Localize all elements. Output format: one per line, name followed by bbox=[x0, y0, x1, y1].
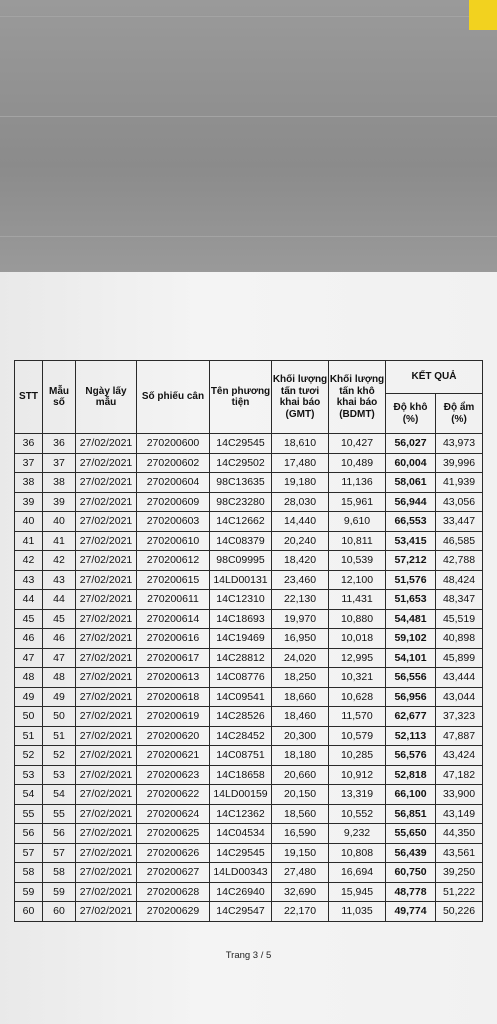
cell-do-am: 43,149 bbox=[436, 804, 483, 824]
cell-ngay: 27/02/2021 bbox=[76, 882, 137, 902]
header-mau-so: Mẫu số bbox=[43, 361, 76, 434]
cell-kl-kho: 10,808 bbox=[329, 843, 386, 863]
cell-so-phieu: 270200622 bbox=[137, 785, 210, 805]
cell-do-kho: 52,113 bbox=[386, 726, 436, 746]
cell-so-phieu: 270200617 bbox=[137, 648, 210, 668]
cell-do-kho: 60,750 bbox=[386, 863, 436, 883]
cell-kl-tuoi: 32,690 bbox=[272, 882, 329, 902]
results-table bbox=[14, 360, 483, 922]
header-khoi-luong-tuoi: Khối lượng tấn tươi khai báo (GMT) bbox=[272, 361, 329, 434]
cell-ten-phuong-tien: 14C28452 bbox=[210, 726, 272, 746]
cell-do-kho: 58,061 bbox=[386, 473, 436, 493]
cell-ten-phuong-tien: 14LD00159 bbox=[210, 785, 272, 805]
cell-stt: 58 bbox=[15, 863, 43, 883]
cell-so-phieu: 270200621 bbox=[137, 746, 210, 766]
cell-so-phieu: 270200629 bbox=[137, 902, 210, 922]
cell-kl-kho: 10,489 bbox=[329, 453, 386, 473]
cell-kl-tuoi: 23,460 bbox=[272, 570, 329, 590]
cell-so-phieu: 270200604 bbox=[137, 473, 210, 493]
cell-mau-so: 53 bbox=[43, 765, 76, 785]
cell-so-phieu: 270200615 bbox=[137, 570, 210, 590]
table-row bbox=[15, 551, 483, 571]
cell-do-am: 41,939 bbox=[436, 473, 483, 493]
cell-mau-so: 51 bbox=[43, 726, 76, 746]
table-row bbox=[15, 648, 483, 668]
cell-mau-so: 39 bbox=[43, 492, 76, 512]
table-row bbox=[15, 570, 483, 590]
cell-stt: 57 bbox=[15, 843, 43, 863]
cell-do-kho: 56,576 bbox=[386, 746, 436, 766]
cell-do-am: 43,561 bbox=[436, 843, 483, 863]
cell-do-am: 43,424 bbox=[436, 746, 483, 766]
cell-kl-tuoi: 18,560 bbox=[272, 804, 329, 824]
cell-stt: 51 bbox=[15, 726, 43, 746]
cell-do-am: 45,899 bbox=[436, 648, 483, 668]
cell-ten-phuong-tien: 14C08776 bbox=[210, 668, 272, 688]
cell-ten-phuong-tien: 98C09995 bbox=[210, 551, 272, 571]
cell-ten-phuong-tien: 14C28526 bbox=[210, 707, 272, 727]
cell-do-am: 44,350 bbox=[436, 824, 483, 844]
cell-stt: 46 bbox=[15, 629, 43, 649]
cell-kl-tuoi: 14,440 bbox=[272, 512, 329, 532]
cell-mau-so: 49 bbox=[43, 687, 76, 707]
cell-mau-so: 41 bbox=[43, 531, 76, 551]
cell-kl-tuoi: 18,460 bbox=[272, 707, 329, 727]
cell-do-kho: 48,778 bbox=[386, 882, 436, 902]
cell-stt: 60 bbox=[15, 902, 43, 922]
cell-so-phieu: 270200625 bbox=[137, 824, 210, 844]
cell-ngay: 27/02/2021 bbox=[76, 648, 137, 668]
cell-do-kho: 56,556 bbox=[386, 668, 436, 688]
cell-do-kho: 57,212 bbox=[386, 551, 436, 571]
cell-mau-so: 55 bbox=[43, 804, 76, 824]
cell-do-am: 47,887 bbox=[436, 726, 483, 746]
cell-kl-kho: 11,136 bbox=[329, 473, 386, 493]
cell-kl-kho: 10,628 bbox=[329, 687, 386, 707]
cell-ten-phuong-tien: 14C04534 bbox=[210, 824, 272, 844]
cell-stt: 49 bbox=[15, 687, 43, 707]
cell-kl-kho: 12,100 bbox=[329, 570, 386, 590]
cell-so-phieu: 270200603 bbox=[137, 512, 210, 532]
cell-stt: 36 bbox=[15, 434, 43, 454]
cell-stt: 56 bbox=[15, 824, 43, 844]
cell-mau-so: 44 bbox=[43, 590, 76, 610]
cell-so-phieu: 270200602 bbox=[137, 453, 210, 473]
cell-kl-kho: 10,880 bbox=[329, 609, 386, 629]
header-stt: STT bbox=[15, 361, 43, 434]
cell-do-am: 47,182 bbox=[436, 765, 483, 785]
cell-mau-so: 37 bbox=[43, 453, 76, 473]
cell-kl-kho: 12,995 bbox=[329, 648, 386, 668]
cell-mau-so: 38 bbox=[43, 473, 76, 493]
cell-ten-phuong-tien: 14LD00131 bbox=[210, 570, 272, 590]
cell-ten-phuong-tien: 14C12310 bbox=[210, 590, 272, 610]
cell-ten-phuong-tien: 14C26940 bbox=[210, 882, 272, 902]
table-row bbox=[15, 843, 483, 863]
cell-do-am: 46,585 bbox=[436, 531, 483, 551]
cell-stt: 39 bbox=[15, 492, 43, 512]
table-row bbox=[15, 765, 483, 785]
cell-stt: 45 bbox=[15, 609, 43, 629]
cell-do-am: 43,056 bbox=[436, 492, 483, 512]
cell-ngay: 27/02/2021 bbox=[76, 824, 137, 844]
cell-ten-phuong-tien: 14C08751 bbox=[210, 746, 272, 766]
cell-ngay: 27/02/2021 bbox=[76, 668, 137, 688]
cell-so-phieu: 270200610 bbox=[137, 531, 210, 551]
table-row bbox=[15, 824, 483, 844]
cell-kl-tuoi: 18,660 bbox=[272, 687, 329, 707]
cell-do-kho: 66,553 bbox=[386, 512, 436, 532]
table-row bbox=[15, 863, 483, 883]
cell-do-am: 43,444 bbox=[436, 668, 483, 688]
cell-ten-phuong-tien: 14C18658 bbox=[210, 765, 272, 785]
cell-mau-so: 57 bbox=[43, 843, 76, 863]
cell-do-kho: 56,851 bbox=[386, 804, 436, 824]
table-row bbox=[15, 882, 483, 902]
cell-kl-kho: 10,427 bbox=[329, 434, 386, 454]
cell-ngay: 27/02/2021 bbox=[76, 785, 137, 805]
cell-ngay: 27/02/2021 bbox=[76, 473, 137, 493]
cell-ngay: 27/02/2021 bbox=[76, 453, 137, 473]
cell-ten-phuong-tien: 14C29502 bbox=[210, 453, 272, 473]
cell-ngay: 27/02/2021 bbox=[76, 570, 137, 590]
cell-kl-kho: 15,945 bbox=[329, 882, 386, 902]
header-ten-phuong-tien: Tên phương tiện bbox=[210, 361, 272, 434]
cell-ten-phuong-tien: 98C23280 bbox=[210, 492, 272, 512]
yellow-object bbox=[469, 0, 497, 30]
cell-ten-phuong-tien: 14C18693 bbox=[210, 609, 272, 629]
cell-do-kho: 56,944 bbox=[386, 492, 436, 512]
cell-kl-kho: 10,811 bbox=[329, 531, 386, 551]
cell-mau-so: 60 bbox=[43, 902, 76, 922]
cell-kl-tuoi: 18,610 bbox=[272, 434, 329, 454]
cell-stt: 44 bbox=[15, 590, 43, 610]
cell-kl-tuoi: 18,420 bbox=[272, 551, 329, 571]
cell-ngay: 27/02/2021 bbox=[76, 726, 137, 746]
cell-kl-tuoi: 20,150 bbox=[272, 785, 329, 805]
cell-ngay: 27/02/2021 bbox=[76, 707, 137, 727]
cell-do-kho: 54,481 bbox=[386, 609, 436, 629]
cell-ten-phuong-tien: 14C12362 bbox=[210, 804, 272, 824]
cell-so-phieu: 270200623 bbox=[137, 765, 210, 785]
cell-kl-kho: 10,552 bbox=[329, 804, 386, 824]
cell-kl-tuoi: 24,020 bbox=[272, 648, 329, 668]
cell-do-kho: 51,576 bbox=[386, 570, 436, 590]
cell-ten-phuong-tien: 14C29547 bbox=[210, 902, 272, 922]
cell-do-kho: 56,956 bbox=[386, 687, 436, 707]
desk-background bbox=[0, 0, 497, 275]
cell-stt: 55 bbox=[15, 804, 43, 824]
cell-mau-so: 40 bbox=[43, 512, 76, 532]
cell-stt: 40 bbox=[15, 512, 43, 532]
cell-ngay: 27/02/2021 bbox=[76, 746, 137, 766]
cell-do-kho: 59,102 bbox=[386, 629, 436, 649]
cell-kl-tuoi: 27,480 bbox=[272, 863, 329, 883]
cell-so-phieu: 270200620 bbox=[137, 726, 210, 746]
cell-do-am: 51,222 bbox=[436, 882, 483, 902]
cell-do-kho: 62,677 bbox=[386, 707, 436, 727]
cell-ngay: 27/02/2021 bbox=[76, 629, 137, 649]
cell-ten-phuong-tien: 14C09541 bbox=[210, 687, 272, 707]
cell-ngay: 27/02/2021 bbox=[76, 434, 137, 454]
cell-ngay: 27/02/2021 bbox=[76, 687, 137, 707]
table-row bbox=[15, 726, 483, 746]
cell-kl-kho: 10,579 bbox=[329, 726, 386, 746]
cell-ten-phuong-tien: 14C29545 bbox=[210, 434, 272, 454]
cell-ngay: 27/02/2021 bbox=[76, 765, 137, 785]
table-row bbox=[15, 746, 483, 766]
cell-do-am: 33,447 bbox=[436, 512, 483, 532]
cell-kl-kho: 10,285 bbox=[329, 746, 386, 766]
cell-kl-kho: 10,912 bbox=[329, 765, 386, 785]
cell-so-phieu: 270200614 bbox=[137, 609, 210, 629]
header-so-phieu-can: Số phiếu cân bbox=[137, 361, 210, 434]
cell-ten-phuong-tien: 98C13635 bbox=[210, 473, 272, 493]
cell-kl-tuoi: 18,180 bbox=[272, 746, 329, 766]
cell-kl-kho: 10,539 bbox=[329, 551, 386, 571]
desk-seam bbox=[0, 16, 497, 17]
cell-kl-tuoi: 20,240 bbox=[272, 531, 329, 551]
cell-kl-kho: 11,035 bbox=[329, 902, 386, 922]
desk-seam bbox=[0, 236, 497, 237]
cell-ten-phuong-tien: 14LD00343 bbox=[210, 863, 272, 883]
table-row bbox=[15, 629, 483, 649]
cell-do-am: 43,973 bbox=[436, 434, 483, 454]
cell-kl-kho: 15,961 bbox=[329, 492, 386, 512]
cell-do-kho: 56,027 bbox=[386, 434, 436, 454]
cell-do-kho: 53,415 bbox=[386, 531, 436, 551]
cell-mau-so: 48 bbox=[43, 668, 76, 688]
cell-do-am: 42,788 bbox=[436, 551, 483, 571]
table-row bbox=[15, 707, 483, 727]
cell-do-kho: 56,439 bbox=[386, 843, 436, 863]
cell-do-am: 33,900 bbox=[436, 785, 483, 805]
cell-so-phieu: 270200616 bbox=[137, 629, 210, 649]
table-row bbox=[15, 473, 483, 493]
cell-mau-so: 46 bbox=[43, 629, 76, 649]
table-row bbox=[15, 785, 483, 805]
cell-ngay: 27/02/2021 bbox=[76, 843, 137, 863]
table-body bbox=[15, 434, 483, 922]
cell-so-phieu: 270200613 bbox=[137, 668, 210, 688]
cell-do-am: 37,323 bbox=[436, 707, 483, 727]
cell-so-phieu: 270200628 bbox=[137, 882, 210, 902]
cell-kl-tuoi: 16,590 bbox=[272, 824, 329, 844]
cell-kl-tuoi: 20,660 bbox=[272, 765, 329, 785]
cell-stt: 53 bbox=[15, 765, 43, 785]
cell-mau-so: 47 bbox=[43, 648, 76, 668]
cell-kl-tuoi: 19,180 bbox=[272, 473, 329, 493]
table-row bbox=[15, 531, 483, 551]
cell-mau-so: 36 bbox=[43, 434, 76, 454]
table-row bbox=[15, 512, 483, 532]
cell-mau-so: 54 bbox=[43, 785, 76, 805]
cell-do-kho: 52,818 bbox=[386, 765, 436, 785]
cell-so-phieu: 270200627 bbox=[137, 863, 210, 883]
cell-mau-so: 45 bbox=[43, 609, 76, 629]
cell-kl-tuoi: 17,480 bbox=[272, 453, 329, 473]
cell-so-phieu: 270200619 bbox=[137, 707, 210, 727]
table-row bbox=[15, 609, 483, 629]
cell-kl-kho: 11,431 bbox=[329, 590, 386, 610]
cell-mau-so: 52 bbox=[43, 746, 76, 766]
cell-mau-so: 56 bbox=[43, 824, 76, 844]
cell-do-am: 43,044 bbox=[436, 687, 483, 707]
cell-stt: 43 bbox=[15, 570, 43, 590]
header-do-am: Độ ẩm (%) bbox=[436, 394, 483, 434]
cell-stt: 37 bbox=[15, 453, 43, 473]
cell-do-am: 39,996 bbox=[436, 453, 483, 473]
cell-so-phieu: 270200612 bbox=[137, 551, 210, 571]
cell-stt: 47 bbox=[15, 648, 43, 668]
table-row bbox=[15, 590, 483, 610]
cell-ten-phuong-tien: 14C12662 bbox=[210, 512, 272, 532]
table-row bbox=[15, 687, 483, 707]
table-row bbox=[15, 453, 483, 473]
table-row bbox=[15, 902, 483, 922]
cell-kl-tuoi: 19,150 bbox=[272, 843, 329, 863]
cell-stt: 50 bbox=[15, 707, 43, 727]
cell-kl-kho: 13,319 bbox=[329, 785, 386, 805]
cell-kl-kho: 10,018 bbox=[329, 629, 386, 649]
table-row bbox=[15, 668, 483, 688]
cell-so-phieu: 270200600 bbox=[137, 434, 210, 454]
cell-kl-kho: 9,232 bbox=[329, 824, 386, 844]
cell-do-kho: 54,101 bbox=[386, 648, 436, 668]
cell-kl-tuoi: 20,300 bbox=[272, 726, 329, 746]
cell-mau-so: 50 bbox=[43, 707, 76, 727]
cell-do-am: 45,519 bbox=[436, 609, 483, 629]
cell-kl-tuoi: 18,250 bbox=[272, 668, 329, 688]
cell-so-phieu: 270200611 bbox=[137, 590, 210, 610]
cell-stt: 54 bbox=[15, 785, 43, 805]
cell-ngay: 27/02/2021 bbox=[76, 512, 137, 532]
cell-ngay: 27/02/2021 bbox=[76, 902, 137, 922]
cell-ngay: 27/02/2021 bbox=[76, 609, 137, 629]
cell-ten-phuong-tien: 14C08379 bbox=[210, 531, 272, 551]
cell-do-am: 40,898 bbox=[436, 629, 483, 649]
cell-ten-phuong-tien: 14C29545 bbox=[210, 843, 272, 863]
cell-so-phieu: 270200626 bbox=[137, 843, 210, 863]
cell-ngay: 27/02/2021 bbox=[76, 590, 137, 610]
cell-kl-tuoi: 28,030 bbox=[272, 492, 329, 512]
header-do-kho: Độ khô (%) bbox=[386, 394, 436, 434]
cell-stt: 48 bbox=[15, 668, 43, 688]
cell-mau-so: 59 bbox=[43, 882, 76, 902]
cell-kl-tuoi: 22,170 bbox=[272, 902, 329, 922]
cell-stt: 41 bbox=[15, 531, 43, 551]
cell-ten-phuong-tien: 14C19469 bbox=[210, 629, 272, 649]
cell-do-kho: 60,004 bbox=[386, 453, 436, 473]
cell-do-kho: 49,774 bbox=[386, 902, 436, 922]
header-khoi-luong-kho: Khối lượng tấn khô khai báo (BDMT) bbox=[329, 361, 386, 434]
cell-mau-so: 42 bbox=[43, 551, 76, 571]
cell-ngay: 27/02/2021 bbox=[76, 531, 137, 551]
cell-mau-so: 58 bbox=[43, 863, 76, 883]
cell-stt: 38 bbox=[15, 473, 43, 493]
cell-do-kho: 51,653 bbox=[386, 590, 436, 610]
cell-do-am: 39,250 bbox=[436, 863, 483, 883]
cell-do-am: 48,424 bbox=[436, 570, 483, 590]
desk-seam bbox=[0, 116, 497, 117]
header-ket-qua: KẾT QUẢ bbox=[386, 361, 483, 394]
cell-so-phieu: 270200624 bbox=[137, 804, 210, 824]
page-number: Trang 3 / 5 bbox=[225, 950, 272, 961]
cell-stt: 52 bbox=[15, 746, 43, 766]
cell-do-am: 48,347 bbox=[436, 590, 483, 610]
table-row bbox=[15, 492, 483, 512]
cell-kl-tuoi: 19,970 bbox=[272, 609, 329, 629]
cell-kl-kho: 16,694 bbox=[329, 863, 386, 883]
cell-kl-kho: 10,321 bbox=[329, 668, 386, 688]
cell-do-kho: 55,650 bbox=[386, 824, 436, 844]
cell-ngay: 27/02/2021 bbox=[76, 551, 137, 571]
cell-kl-kho: 11,570 bbox=[329, 707, 386, 727]
cell-kl-kho: 9,610 bbox=[329, 512, 386, 532]
cell-ngay: 27/02/2021 bbox=[76, 492, 137, 512]
table-row bbox=[15, 434, 483, 454]
cell-ngay: 27/02/2021 bbox=[76, 863, 137, 883]
cell-ten-phuong-tien: 14C28812 bbox=[210, 648, 272, 668]
cell-kl-tuoi: 16,950 bbox=[272, 629, 329, 649]
table-row bbox=[15, 804, 483, 824]
cell-so-phieu: 270200618 bbox=[137, 687, 210, 707]
header-ngay-lay-mau: Ngày lấy mẫu bbox=[76, 361, 137, 434]
cell-ngay: 27/02/2021 bbox=[76, 804, 137, 824]
cell-do-kho: 66,100 bbox=[386, 785, 436, 805]
cell-stt: 59 bbox=[15, 882, 43, 902]
cell-kl-tuoi: 22,130 bbox=[272, 590, 329, 610]
cell-so-phieu: 270200609 bbox=[137, 492, 210, 512]
cell-stt: 42 bbox=[15, 551, 43, 571]
cell-mau-so: 43 bbox=[43, 570, 76, 590]
cell-do-am: 50,226 bbox=[436, 902, 483, 922]
